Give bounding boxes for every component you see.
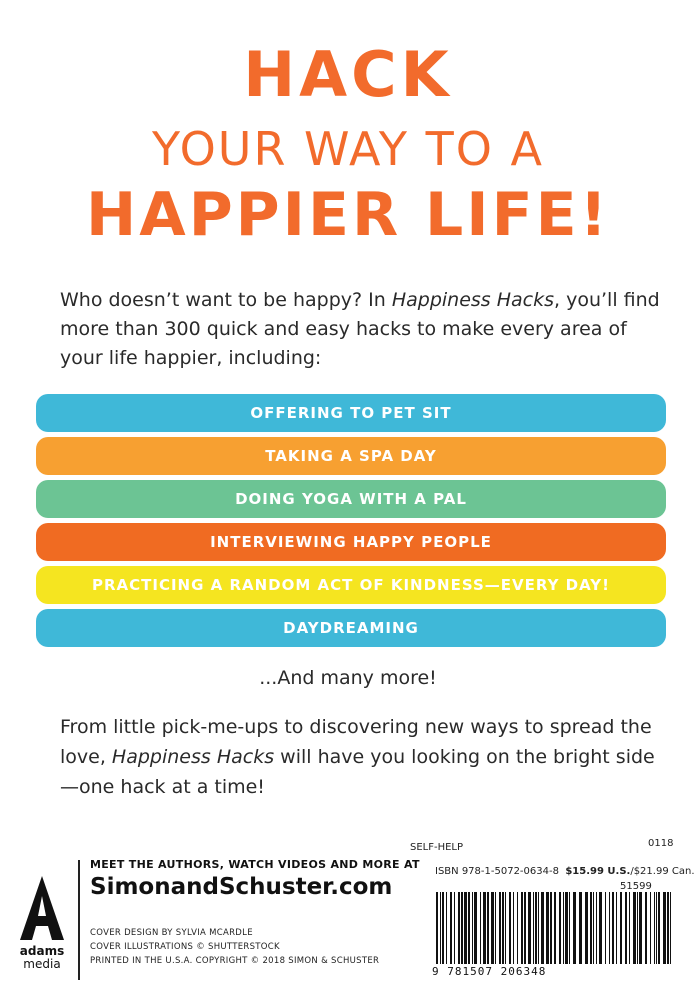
hack-band: OFFERING TO PET SIT xyxy=(36,394,666,432)
hack-band: INTERVIEWING HAPPY PEOPLE xyxy=(36,523,666,561)
headline-happier-life: HAPPIER LIFE! xyxy=(86,180,610,250)
outro-paragraph xyxy=(60,712,670,802)
credit-line: PRINTED IN THE U.S.A. COPYRIGHT © 2018 SIMON & SCHUSTER xyxy=(90,956,380,966)
date-code: 0118 xyxy=(648,838,674,849)
divider xyxy=(78,860,80,980)
credit-line: COVER ILLUSTRATIONS © SHUTTERSTOCK xyxy=(90,942,280,952)
price-code: 51599 xyxy=(620,881,652,892)
and-many-more: ...And many more! xyxy=(259,667,437,689)
barcode-icon xyxy=(436,892,676,964)
intro-text-start: Who doesn’t want to be happy? In xyxy=(60,289,392,311)
headline-hack: HACK xyxy=(243,38,453,111)
credit-line: COVER DESIGN BY SYLVIA MCARDLE xyxy=(90,928,253,938)
publisher-name-line2: media xyxy=(23,957,61,971)
publisher-name xyxy=(12,945,72,971)
outro-book-title: Happiness Hacks xyxy=(111,746,275,768)
hack-band: DOING YOGA WITH A PAL xyxy=(36,480,666,518)
hack-band: PRACTICING A RANDOM ACT OF KINDNESS—EVERY DAY! xyxy=(36,566,666,604)
hack-band: DAYDREAMING xyxy=(36,609,666,647)
isbn-number: ISBN 978-1-5072-0634-8 xyxy=(435,866,559,877)
meet-authors-text: MEET THE AUTHORS, WATCH VIDEOS AND MORE AT xyxy=(90,858,420,871)
intro-text-end: , you’ll find more than 300 quick and easy hacks to make every area of your life happier, including: xyxy=(60,289,660,369)
hack-band: TAKING A SPA DAY xyxy=(36,437,666,475)
price-can: /$21.99 Can. xyxy=(630,866,695,877)
intro-paragraph xyxy=(60,286,660,373)
outro-text-end: will have you looking on the bright side—one hack at a time! xyxy=(60,746,655,798)
category-label: SELF-HELP xyxy=(410,842,464,853)
price-us: $15.99 U.S. xyxy=(565,866,631,877)
hack-list xyxy=(36,394,666,652)
intro-book-title: Happiness Hacks xyxy=(391,289,555,311)
isbn-price xyxy=(435,866,695,877)
publisher-name-line1: adams xyxy=(19,944,65,958)
headline-your-way: YOUR WAY TO A xyxy=(151,122,545,176)
barcode-number: 9 781507 206348 xyxy=(432,965,547,978)
outro-text-start: From little pick-me-ups to discovering new ways to spread the love, xyxy=(60,716,652,768)
credits xyxy=(90,926,379,968)
publisher-website: SimonandSchuster.com xyxy=(90,874,393,900)
